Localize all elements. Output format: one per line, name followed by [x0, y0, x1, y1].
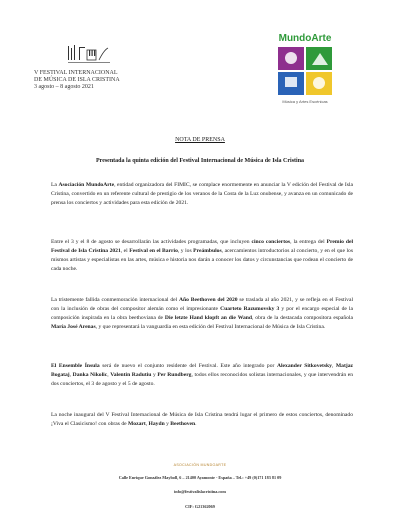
text: , el	[120, 247, 130, 254]
mundoarte-logo	[272, 33, 338, 111]
festival-title-block	[34, 70, 184, 90]
bold-text: Die letzte Hand klopft an die Wand	[164, 314, 252, 321]
festival-line-3: 3 agosto – 8 agosto 2021	[34, 83, 94, 90]
text: ,	[69, 371, 73, 378]
text: , la entrega del	[290, 239, 327, 245]
text: , acercamientos introductorios al concierto, y en el que los mismos artistas y especialistas en las artes, música e historia nos darán a conocer los datos y circunstancias que rodean el concierto de cada noche.	[51, 247, 354, 272]
bold-text: Asociación MundoArte	[58, 182, 115, 188]
bold-text: María José Arenas	[51, 323, 96, 330]
text: .	[195, 420, 197, 427]
text: La tristemente fallida conmemoración internacional del	[51, 297, 179, 303]
text: se traslada al año 2021, y se refleja en el Festival con la inclusión de obras del compositor alemán como el impresionante	[51, 297, 354, 312]
bold-text: El Ensemble Ínsula	[51, 363, 100, 369]
text: , todos ellos reconocidos solistas internacionales, y que intervendrán en dos conciertos, el 3 de agosto y el 5 de agosto.	[51, 371, 354, 387]
text: y	[164, 420, 171, 427]
bold-text: Per Rundberg	[157, 371, 192, 378]
bold-text: Matjaz Bogataj	[51, 363, 353, 378]
bold-text: Alexander Sitkovetsky	[276, 363, 332, 369]
text: La noche inaugural del V Festival Internacional de Música de Isla Cristina tendrá lugar el primero de estos conciertos, denominado ¡Viva el Clasicismo! con obras de	[51, 412, 353, 427]
bold-text: Haydn	[148, 420, 165, 427]
paragraph-2	[51, 238, 353, 274]
text: La	[51, 182, 59, 188]
paragraph-5	[51, 411, 353, 429]
footer-cif: CIF: G21362069	[185, 504, 215, 509]
bold-text: Preámbulos	[193, 247, 222, 254]
footer-address: Calle Enrique González Mayboll, 6 – 21400 Ayamonte - España – Tel.: +49 (0)171 183 81 09	[118, 475, 282, 480]
mundoarte-subtitle: Música y Artes Escénicas	[282, 99, 328, 104]
paragraph-4	[51, 362, 353, 389]
festival-logo-icon	[68, 43, 112, 67]
festival-line-1: V FESTIVAL INTERNACIONAL	[34, 70, 118, 76]
paragraph-1	[51, 181, 353, 208]
bold-text: Beethoven	[170, 420, 196, 427]
footer-email-link[interactable]: info@festivalislacristina.com	[174, 489, 226, 494]
text: , y los	[177, 247, 194, 254]
text: y por el encargo especial de la composición inspirada en la obra beethoviana de	[51, 305, 353, 321]
bold-text: Valentin Radutiu	[110, 371, 152, 378]
text: ,	[145, 420, 149, 427]
footer-association: ASOCIACIÓN MUNDOARTE	[173, 463, 227, 467]
bold-text: Mozart	[128, 420, 146, 427]
text: ,	[331, 363, 336, 369]
text: ,	[107, 371, 111, 378]
bold-text: cinco conciertos	[251, 239, 291, 245]
text: será de nuevo el conjunto residente del Festival. Este año integrado por	[99, 363, 277, 369]
bold-text: Cuarteto Razumovsky 3	[220, 305, 280, 312]
text: y	[151, 371, 158, 378]
text: Entre el 3 y el 8 de agosto se desarrollarán las actividades programadas, que incluyen	[51, 239, 252, 245]
bold-text: Premio del Festival de Isla Cristina 2021	[51, 239, 354, 254]
text: , entidad organizadora del FIMIC, se complace enormemente en anunciar la V edición del Festival de Isla Cristina, convertido en un referente cultural de prestigio de los veranos de la Costa de la Luz onubense, y avanza en un comunicado de prensa los conciertos y actividades para esta edición de 2021.	[51, 182, 353, 206]
paragraph-3	[51, 296, 353, 332]
mundoarte-title: MundoArte	[278, 33, 332, 44]
press-note-label: NOTA DE PRENSA	[175, 137, 225, 143]
text: , y que representará la vanguardia en esta edición del Festival Internacional de Música de Isla Cristina.	[95, 323, 326, 330]
festival-line-2: DE MÚSICA DE ISLA CRISTINA	[34, 76, 120, 83]
bold-text: Festival en el Barrio	[129, 247, 178, 254]
bold-text: Año Beethoven del 2020	[178, 297, 238, 303]
bold-text: Danka Nikolic	[72, 371, 108, 378]
mundoarte-color-blocks-icon	[278, 47, 332, 95]
headline: Presentada la quinta edición del Festival Internacional de Música de Isla Cristina	[95, 158, 305, 164]
text: , obra de la destacada compositora española	[252, 314, 353, 321]
